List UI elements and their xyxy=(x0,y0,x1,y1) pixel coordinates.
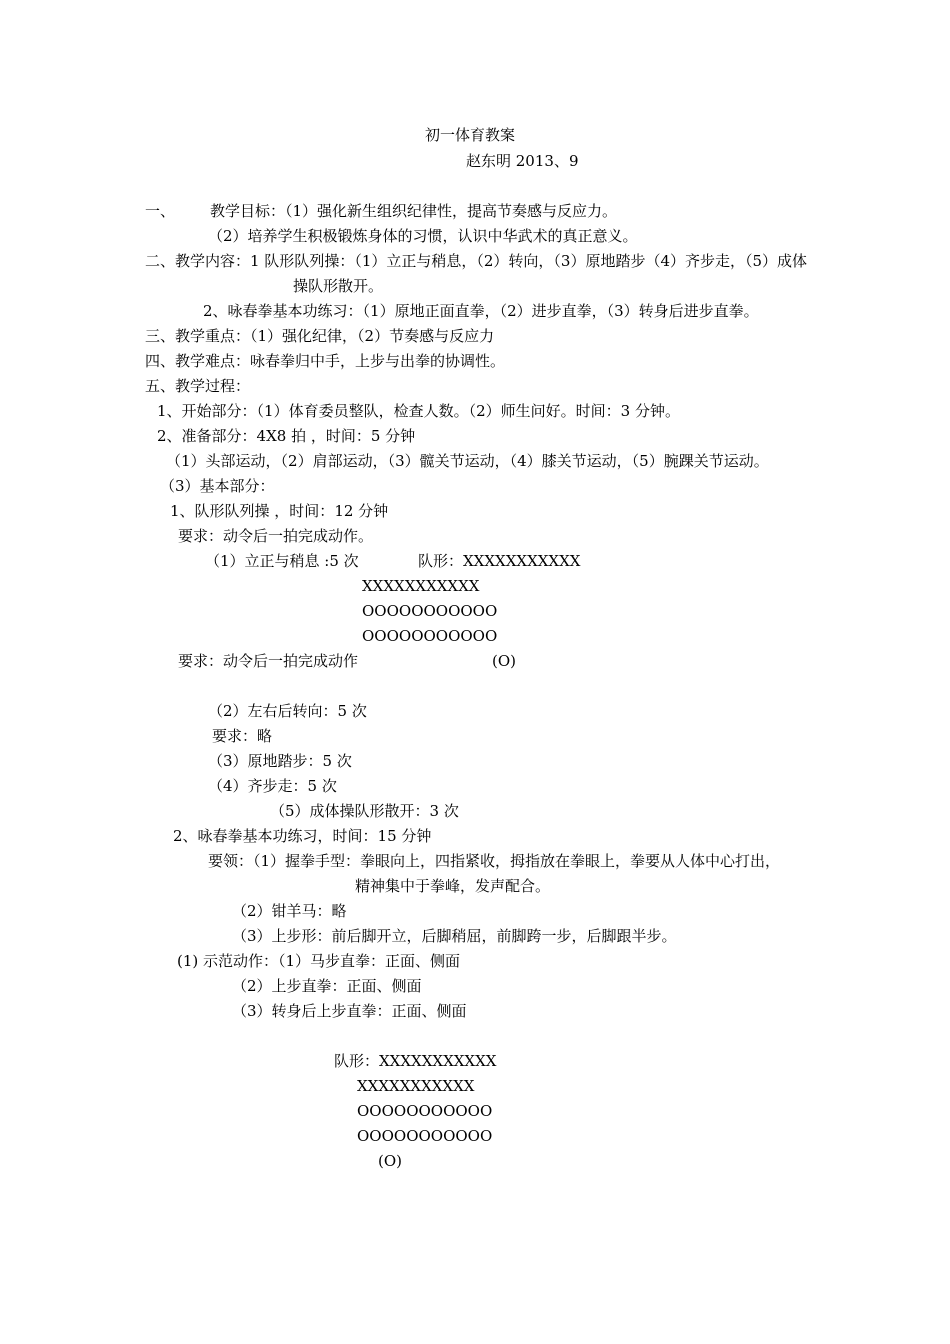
author-date: 赵东明 2013、9 xyxy=(466,152,579,170)
prep-items: （1）头部运动，（2）肩部运动，（3）髋关节运动，（4）膝关节运动，（5）腕踝关节运动。 xyxy=(166,452,769,470)
formation-row: XXXXXXXXXXX xyxy=(362,577,480,595)
formation-row: OOOOOOOOOOO xyxy=(362,602,498,620)
wingchun-heading: 2、咏春拳基本功练习，时间：15 分钟 xyxy=(173,827,432,845)
drill-heading: 1、队形队列操 ，时间：12 分钟 xyxy=(170,502,389,520)
turn-drill: （2）左右后转向：5 次 xyxy=(208,702,367,720)
demo-1: (1) 示范动作：（1）马步直拳：正面、侧面 xyxy=(177,952,461,970)
teaching-content-1: 二、教学内容：1 队形队列操：（1）立正与稍息，（2）转向，（3）原地踏步（4）齐步走，（5）成体 xyxy=(145,252,808,270)
teacher-position: (O) xyxy=(378,1152,403,1170)
quick-march: （4）齐步走：5 次 xyxy=(208,777,337,795)
essentials-3: （3）上步形：前后脚开立，后脚稍屈，前脚跨一步，后脚跟半步。 xyxy=(232,927,677,945)
requirement-2: 要求：动令后一拍完成动作 xyxy=(178,652,359,670)
process-heading: 五、教学过程： xyxy=(145,377,251,395)
formation-label: 队形：XXXXXXXXXXX xyxy=(334,1052,497,1070)
formation-row: OOOOOOOOOOO xyxy=(357,1127,493,1145)
stand-at-ease: （1）立正与稍息 :5 次 xyxy=(205,552,359,570)
document-title: 初一体育教案 xyxy=(425,126,516,144)
teacher-position: (O) xyxy=(492,652,517,670)
essentials-1: 要领：（1）握拳手型：拳眼向上，四指紧收，拇指放在拳眼上，拳要从人体中心打出， xyxy=(208,852,781,870)
requirement-1: 要求：动令后一拍完成动作。 xyxy=(178,527,374,545)
teaching-goal-2: （2）培养学生积极锻炼身体的习惯，认识中华武术的真正意义。 xyxy=(208,227,638,245)
formation-row: XXXXXXXXXXX xyxy=(357,1077,475,1095)
teaching-content-2: 2、咏春拳基本功练习：（1）原地正面直拳，（2）进步直拳，（3）转身后进步直拳。 xyxy=(203,302,759,320)
formation-label: 队形：XXXXXXXXXXX xyxy=(418,552,581,570)
essentials-2: （2）钳羊马：略 xyxy=(232,902,347,920)
formation-row: OOOOOOOOOOO xyxy=(362,627,498,645)
march-in-place: （3）原地踏步：5 次 xyxy=(208,752,352,770)
formation-row: OOOOOOOOOOO xyxy=(357,1102,493,1120)
prep-part: 2、准备部分：4X8 拍 ，时间：5 分钟 xyxy=(157,427,416,445)
demo-2: （2）上步直拳：正面、侧面 xyxy=(232,977,422,995)
spread-formation: （5）成体操队形散开：3 次 xyxy=(270,802,459,820)
teaching-content-1-cont: 操队形散开。 xyxy=(293,277,384,295)
requirement-3: 要求：略 xyxy=(212,727,273,745)
teaching-goal-1: 教学目标：（1）强化新生组织纪律性，提高节奏感与反应力。 xyxy=(210,202,618,220)
section-number: 一、 xyxy=(145,202,176,220)
start-part: 1、开始部分：（1）体育委员整队，检查人数。（2）师生问好。时间：3 分钟。 xyxy=(157,402,680,420)
difficulty: 四、教学难点：咏春拳归中手，上步与出拳的协调性。 xyxy=(145,352,506,370)
basic-part: （3）基本部分： xyxy=(160,477,275,495)
essentials-1-cont: 精神集中于拳峰，发声配合。 xyxy=(355,877,551,895)
demo-3: （3）转身后上步直拳：正面、侧面 xyxy=(232,1002,467,1020)
key-points: 三、教学重点：（1）强化纪律，（2）节奏感与反应力 xyxy=(145,327,495,345)
